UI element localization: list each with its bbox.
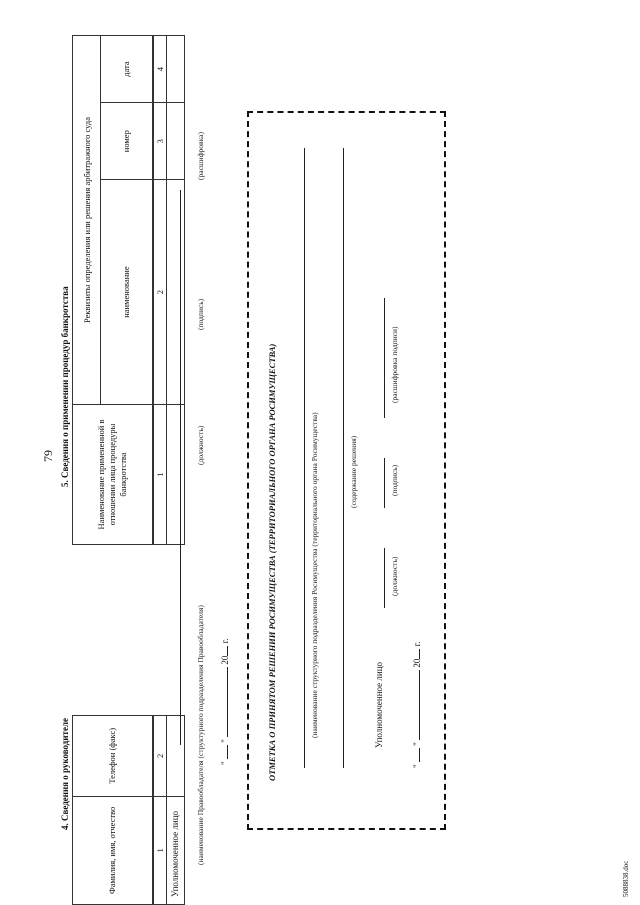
file-name: 5088838.doc <box>622 860 630 897</box>
rosim-box-title: ОТМЕТКА О ПРИНЯТОМ РЕШЕНИИ РОСИМУЩЕСТВА (ТЕРРИТОРИАЛЬНОГО ОРГАНА РОСИМУЩЕСТВА) <box>267 343 277 781</box>
rosim-caption-position: (должность) <box>390 556 399 596</box>
data-cell[interactable] <box>167 716 185 797</box>
rosim-signature-line[interactable] <box>384 458 385 508</box>
date-year-field[interactable] <box>227 646 228 656</box>
date-month-field[interactable] <box>227 667 228 737</box>
col-number-4: 4 <box>153 36 167 103</box>
date-suffix: г. <box>412 641 422 647</box>
col-number-2: 2 <box>153 180 167 405</box>
date-month-field[interactable] <box>419 670 420 740</box>
rosim-caption-unit: (наименование структурного подразделения Росимущества (территориального органа Росимущества) <box>310 412 319 738</box>
col-header-court-details: Реквизиты определения или решения арбитражного суда <box>73 36 101 405</box>
date-day-field[interactable] <box>227 745 228 759</box>
date-year-field[interactable] <box>419 649 420 659</box>
col-number-1: 1 <box>153 796 167 904</box>
signature-line[interactable] <box>180 190 181 745</box>
caption-position: (должность) <box>196 425 205 465</box>
signature-date <box>220 638 230 765</box>
date-open-quote: " <box>412 764 422 768</box>
rosim-date <box>412 641 422 768</box>
date-open-quote: " <box>220 761 230 765</box>
data-cell[interactable] <box>167 180 185 405</box>
rosim-caption-signature: (подпись) <box>390 464 399 496</box>
col-header-phone: Телефон (факс) <box>73 716 153 797</box>
rosim-unit-line[interactable] <box>304 148 305 768</box>
col-number-3: 3 <box>153 103 167 180</box>
rosim-caption-decoding: (расшифровка подписи) <box>390 326 399 403</box>
caption-org: (наименование Правообладателя (структурного подразделения Правообладателя) <box>196 605 205 865</box>
date-suffix: г. <box>220 638 230 644</box>
rosim-decision-line[interactable] <box>343 148 344 768</box>
caption-signature: (подпись) <box>196 298 205 330</box>
date-close-quote: " <box>220 739 230 743</box>
rosim-position-line[interactable] <box>384 548 385 608</box>
rosim-decision-box <box>247 111 446 830</box>
col-number-1: 1 <box>153 404 167 544</box>
bankruptcy-table <box>72 35 185 545</box>
rosim-caption-decision: (содержание решения) <box>349 435 358 508</box>
manager-table <box>72 715 185 905</box>
rosim-authorized-person: Уполномоченное лицо <box>374 661 384 748</box>
page-number: 79 <box>41 450 55 462</box>
date-day-field[interactable] <box>419 748 420 762</box>
col-header-procedure: Наименование примененной в отношении лица процедуры банкротства <box>73 404 153 544</box>
col-header-name: Фамилия, имя, отчество <box>73 796 153 904</box>
data-cell[interactable] <box>167 103 185 180</box>
section5-title: 5. Сведения о применении процедур банкротства <box>60 286 70 487</box>
caption-decoding: (расшифровка) <box>196 132 205 180</box>
col-header-doc-number: номер <box>101 103 153 180</box>
data-cell[interactable] <box>167 36 185 103</box>
rosim-decoding-line[interactable] <box>384 298 385 418</box>
col-header-doc-date: дата <box>101 36 153 103</box>
data-cell[interactable] <box>167 404 185 544</box>
col-number-2: 2 <box>153 716 167 797</box>
date-year-prefix: 20 <box>220 655 230 665</box>
authorized-person-label: Уполномоченное лицо <box>170 810 180 897</box>
col-header-doc-name: наименование <box>101 180 153 405</box>
date-year-prefix: 20 <box>412 658 422 668</box>
date-close-quote: " <box>412 742 422 746</box>
section4-title: 4. Сведения о руководителе <box>60 718 70 830</box>
